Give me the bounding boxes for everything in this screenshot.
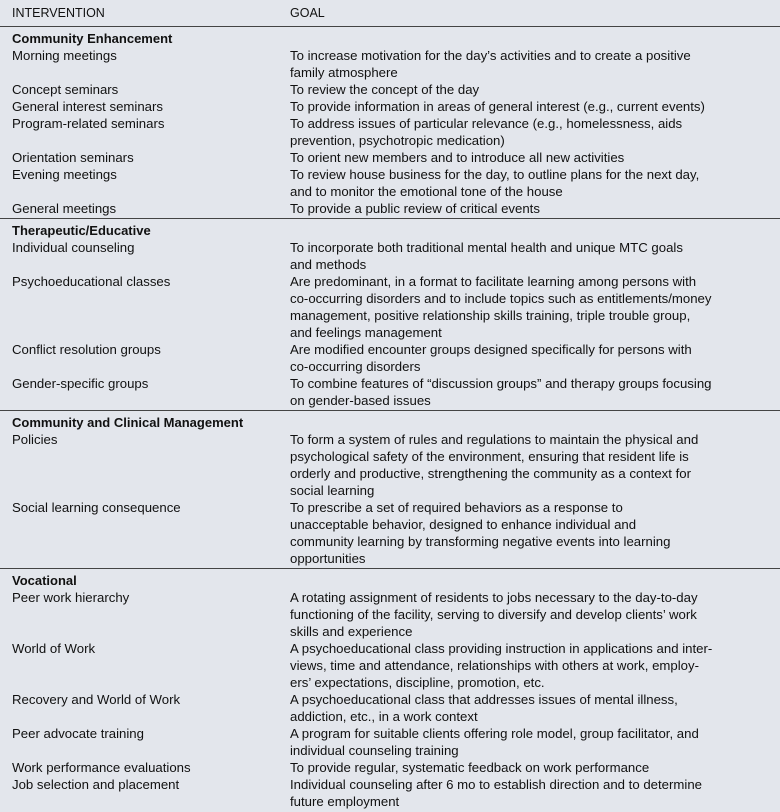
goal-cell <box>290 776 766 810</box>
goal-line: A psychoeducational class providing instruction in applications and inter- <box>290 641 713 656</box>
section-title: Community and Clinical Management <box>12 415 244 430</box>
section-title: Community Enhancement <box>12 31 173 46</box>
intervention-cell: World of Work <box>12 641 96 656</box>
table-body <box>0 27 780 811</box>
goal-cell <box>290 273 766 341</box>
table-row <box>0 341 780 375</box>
table-row <box>0 640 780 691</box>
goal-line: To combine features of “discussion groups” and therapy groups focusing <box>290 376 712 391</box>
header-goal: GOAL <box>290 6 325 20</box>
table-section <box>0 27 780 218</box>
table-row <box>0 239 780 273</box>
intervention-cell: Recovery and World of Work <box>12 692 181 707</box>
table-row <box>0 759 780 776</box>
goal-line: individual counseling training <box>290 743 459 758</box>
section-title: Therapeutic/Educative <box>12 223 151 238</box>
intervention-cell: Social learning consequence <box>12 500 181 515</box>
goal-line: addiction, etc., in a work context <box>290 709 478 724</box>
table-row <box>0 149 780 166</box>
goal-line: unacceptable behavior, designed to enhance individual and <box>290 517 637 532</box>
goal-line: and methods <box>290 257 367 272</box>
table-row <box>0 115 780 149</box>
goal-line: co-occurring disorders and to include topics such as entitlements/money <box>290 291 712 306</box>
goal-line: prevention, psychotropic medication) <box>290 133 505 148</box>
goal-line: psychological safety of the environment, ensuring that resident life is <box>290 449 689 464</box>
goal-cell <box>290 431 766 499</box>
goal-line: Are modified encounter groups designed specifically for persons with <box>290 342 692 357</box>
goal-line: social learning <box>290 483 375 498</box>
goal-cell <box>290 81 766 98</box>
goal-line: To review house business for the day, to outline plans for the next day, <box>290 167 700 182</box>
table-section <box>0 568 780 811</box>
goal-cell <box>290 759 766 776</box>
intervention-cell: Psychoeducational classes <box>12 274 171 289</box>
intervention-cell: Morning meetings <box>12 48 117 63</box>
goal-cell <box>290 47 766 81</box>
goal-line: To review the concept of the day <box>290 82 480 97</box>
intervention-cell: Conflict resolution groups <box>12 342 161 357</box>
table-row <box>0 81 780 98</box>
table-row <box>0 691 780 725</box>
goal-cell <box>290 200 766 217</box>
goal-cell <box>290 725 766 759</box>
table-row <box>0 776 780 810</box>
intervention-cell: Job selection and placement <box>12 777 180 792</box>
goal-line: ers’ expectations, discipline, promotion, etc. <box>290 675 545 690</box>
table-section <box>0 218 780 410</box>
goal-line: opportunities <box>290 551 366 566</box>
goal-line: on gender-based issues <box>290 393 431 408</box>
intervention-cell: Peer work hierarchy <box>12 590 130 605</box>
intervention-cell: General meetings <box>12 201 117 216</box>
goal-line: To address issues of particular relevance (e.g., homelessness, aids <box>290 116 683 131</box>
goal-cell <box>290 341 766 375</box>
table-row <box>0 375 780 409</box>
goal-line: To provide regular, systematic feedback on work performance <box>290 760 650 775</box>
goal-line: and feelings management <box>290 325 442 340</box>
goal-cell <box>290 149 766 166</box>
intervention-cell: General interest seminars <box>12 99 163 114</box>
table-row <box>0 166 780 200</box>
intervention-cell: Evening meetings <box>12 167 117 182</box>
goal-line: Are predominant, in a format to facilitate learning among persons with <box>290 274 697 289</box>
header-intervention: INTERVENTION <box>12 6 105 20</box>
table-header <box>0 0 780 27</box>
goal-cell <box>290 239 766 273</box>
intervention-cell: Individual counseling <box>12 240 135 255</box>
goal-line: community learning by transforming negative events into learning <box>290 534 671 549</box>
goal-line: orderly and productive, strengthening the community as a context for <box>290 466 691 481</box>
intervention-cell: Policies <box>12 432 58 447</box>
goal-line: To form a system of rules and regulations to maintain the physical and <box>290 432 699 447</box>
goal-line: To provide information in areas of general interest (e.g., current events) <box>290 99 705 114</box>
intervention-cell: Orientation seminars <box>12 150 134 165</box>
goal-line: To orient new members and to introduce all new activities <box>290 150 625 165</box>
intervention-cell: Gender-specific groups <box>12 376 149 391</box>
intervention-cell: Peer advocate training <box>12 726 144 741</box>
goal-line: A program for suitable clients offering role model, group facilitator, and <box>290 726 699 741</box>
goal-line: A rotating assignment of residents to jobs necessary to the day-to-day <box>290 590 698 605</box>
goal-line: future employment <box>290 794 400 809</box>
goal-line: To prescribe a set of required behaviors as a response to <box>290 500 623 515</box>
goal-line: To incorporate both traditional mental health and unique MTC goals <box>290 240 683 255</box>
intervention-cell: Work performance evaluations <box>12 760 191 775</box>
table-row <box>0 499 780 567</box>
intervention-cell: Concept seminars <box>12 82 119 97</box>
table-row <box>0 725 780 759</box>
intervention-cell: Program-related seminars <box>12 116 165 131</box>
goal-line: skills and experience <box>290 624 413 639</box>
goal-line: and to monitor the emotional tone of the house <box>290 184 563 199</box>
goal-cell <box>290 499 766 567</box>
goal-line: co-occurring disorders <box>290 359 421 374</box>
goal-line: functioning of the facility, serving to diversify and develop clients’ work <box>290 607 697 622</box>
section-title: Vocational <box>12 573 77 588</box>
table-section <box>0 410 780 568</box>
table-row <box>0 431 780 499</box>
table-row <box>0 98 780 115</box>
goal-cell <box>290 98 766 115</box>
table-row <box>0 200 780 217</box>
goal-cell <box>290 691 766 725</box>
goal-line: views, time and attendance, relationships with others at work, employ- <box>290 658 700 673</box>
goal-line: A psychoeducational class that addresses issues of mental illness, <box>290 692 678 707</box>
table-row <box>0 273 780 341</box>
goal-cell <box>290 589 766 640</box>
goal-line: management, positive relationship skills training, triple trouble group, <box>290 308 691 323</box>
goal-cell <box>290 375 766 409</box>
goal-cell <box>290 640 766 691</box>
goal-cell <box>290 115 766 149</box>
goal-line: Individual counseling after 6 mo to establish direction and to determine <box>290 777 702 792</box>
table-row <box>0 589 780 640</box>
goal-line: To provide a public review of critical events <box>290 201 540 216</box>
goal-cell <box>290 166 766 200</box>
goal-line: family atmosphere <box>290 65 398 80</box>
table-row <box>0 47 780 81</box>
goal-line: To increase motivation for the day’s activities and to create a positive <box>290 48 691 63</box>
